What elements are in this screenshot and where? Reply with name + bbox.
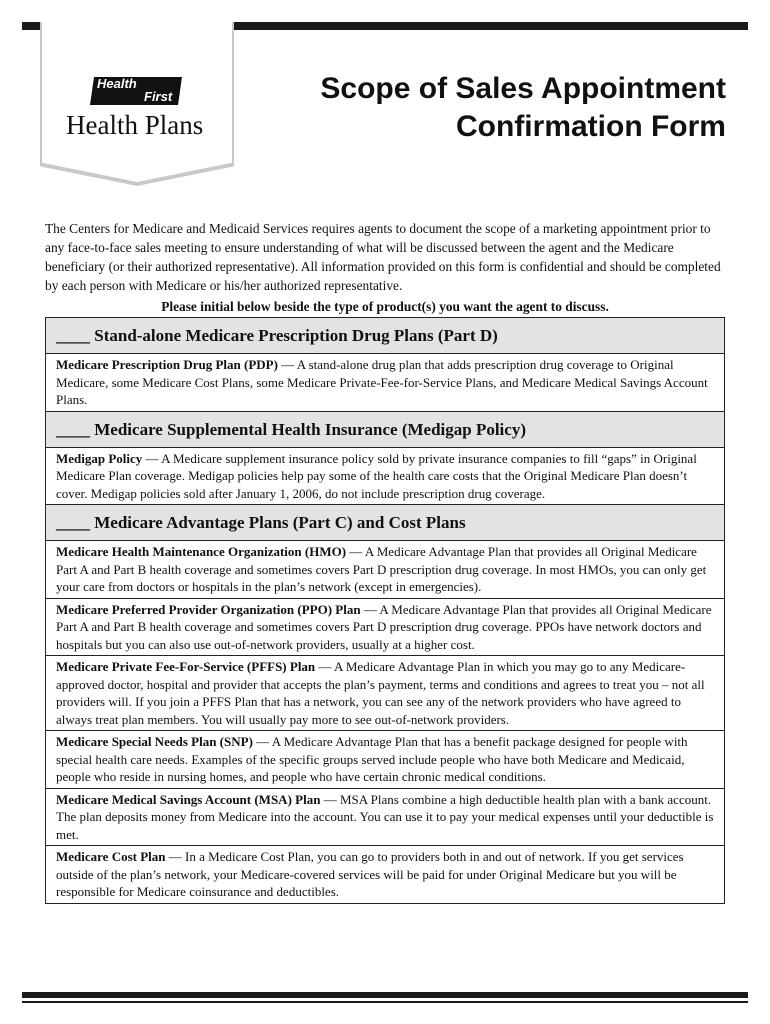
instruction-text: Please initial below beside the type of product(s) you want the agent to discuss. — [161, 299, 609, 314]
page-title-line1: Scope of Sales Appointment — [320, 72, 726, 105]
product-description: — A Medicare Advantage Plan in which you may go to any Medicare-approved doctor, hospital and provider that accepts the plan’s payment, terms and conditions and agrees to treat you – not all providers will. If you join a PFFS Plan that has a network, you can see any of the network providers who have agreed to always treat plan members. You will usually pay more to see out-of-network providers. — [56, 659, 705, 727]
logo-wordmark: Health Plans — [66, 110, 204, 140]
page-title-line2: Confirmation Form — [456, 110, 726, 143]
bottom-rule-thick — [22, 992, 748, 998]
product-term: Medicare Special Needs Plan (SNP) — [56, 734, 253, 749]
product-description: — A stand-alone drug plan that adds prescription drug coverage to Original Medicare, some Medicare Cost Plans, some Medicare Private-Fee-for-Service Plans, and Medicare Medical Savings Account Plans. — [56, 357, 708, 407]
product-row-msa — [46, 789, 724, 847]
product-row-snp — [46, 731, 724, 789]
product-row-medigap — [46, 448, 724, 506]
section-heading-part-d[interactable]: ____ Stand-alone Medicare Prescription Drug Plans (Part D) — [46, 318, 724, 354]
product-description: — A Medicare Advantage Plan that has a benefit package designed for people with special health care needs. Examples of the specific groups served include people who have both Medicare and Medicaid, people who reside in nursing homes, and people who have certain chronic medical conditions. — [56, 734, 688, 784]
product-table — [45, 317, 725, 904]
product-term: Medicare Cost Plan — [56, 849, 166, 864]
product-row-ppo — [46, 599, 724, 657]
product-description: — MSA Plans combine a high deductible health plan with a bank account. The plan deposits money from Medicare into the account. You can use it to pay your medical expenses until your deductible is met. — [56, 791, 714, 842]
logo-badge-health: Health — [97, 76, 137, 91]
product-description: — A Medicare Advantage Plan that provides all Original Medicare Part A and Part B health coverage and sometimes covers Part D prescription drug coverage. In most HMOs, you can only get your care from doctors or hospitals in the plan’s network (except in emergencies). — [56, 544, 707, 594]
intro-paragraph: The Centers for Medicare and Medicaid Services requires agents to document the scope of a marketing appointment prior to any face-to-face sales meeting to ensure understanding of what will be discussed between the agent and the Medicare beneficiary (or their authorized representative). All information provided on this form is confidential and should be completed by each person with Medicare or his/her authorized representative. — [45, 221, 721, 293]
section-heading-part-c[interactable]: ____ Medicare Advantage Plans (Part C) and Cost Plans — [46, 505, 724, 541]
product-description: — In a Medicare Cost Plan, you can go to providers both in and out of network. If you get services outside of the plan’s network, your Medicare-covered services will be paid for under Original Medicare but you will be responsible for Medicare coinsurance and deductibles. — [56, 849, 684, 899]
product-row-cost — [46, 846, 724, 903]
product-description: — A Medicare supplement insurance policy sold by private insurance companies to fill “gaps” in Original Medicare Plan coverage. Medigap policies help pay some of the health care costs that the Original Medicare Plan doesn’t cover. Medigap policies sold after January 1, 2006, do not include prescription drug coverage. — [56, 450, 697, 501]
page-title — [320, 70, 726, 146]
product-row-hmo — [46, 541, 724, 599]
section-heading-medigap[interactable]: ____ Medicare Supplemental Health Insurance (Medigap Policy) — [46, 412, 724, 448]
product-term: Medicare Preferred Provider Organization (PPO) Plan — [56, 601, 361, 617]
product-term: Medicare Prescription Drug Plan (PDP) — [56, 357, 278, 372]
product-row-pdp — [46, 354, 724, 412]
product-term: Medicare Medical Savings Account (MSA) Plan — [56, 791, 321, 807]
bottom-rule-thin — [22, 1001, 748, 1003]
product-term: Medicare Health Maintenance Organization (HMO) — [56, 544, 347, 559]
product-description: — A Medicare Advantage Plan that provides all Original Medicare Part A and Part B health coverage and sometimes covers Part D prescription drug coverage. PPOs have network doctors and hospitals but you can also use out-of-network providers, usually at a higher cost. — [56, 601, 712, 652]
logo-badge-first: First — [144, 89, 173, 104]
product-term: Medigap Policy — [56, 450, 143, 466]
product-row-pffs — [46, 656, 724, 731]
product-term: Medicare Private Fee-For-Service (PFFS) Plan — [56, 659, 316, 674]
